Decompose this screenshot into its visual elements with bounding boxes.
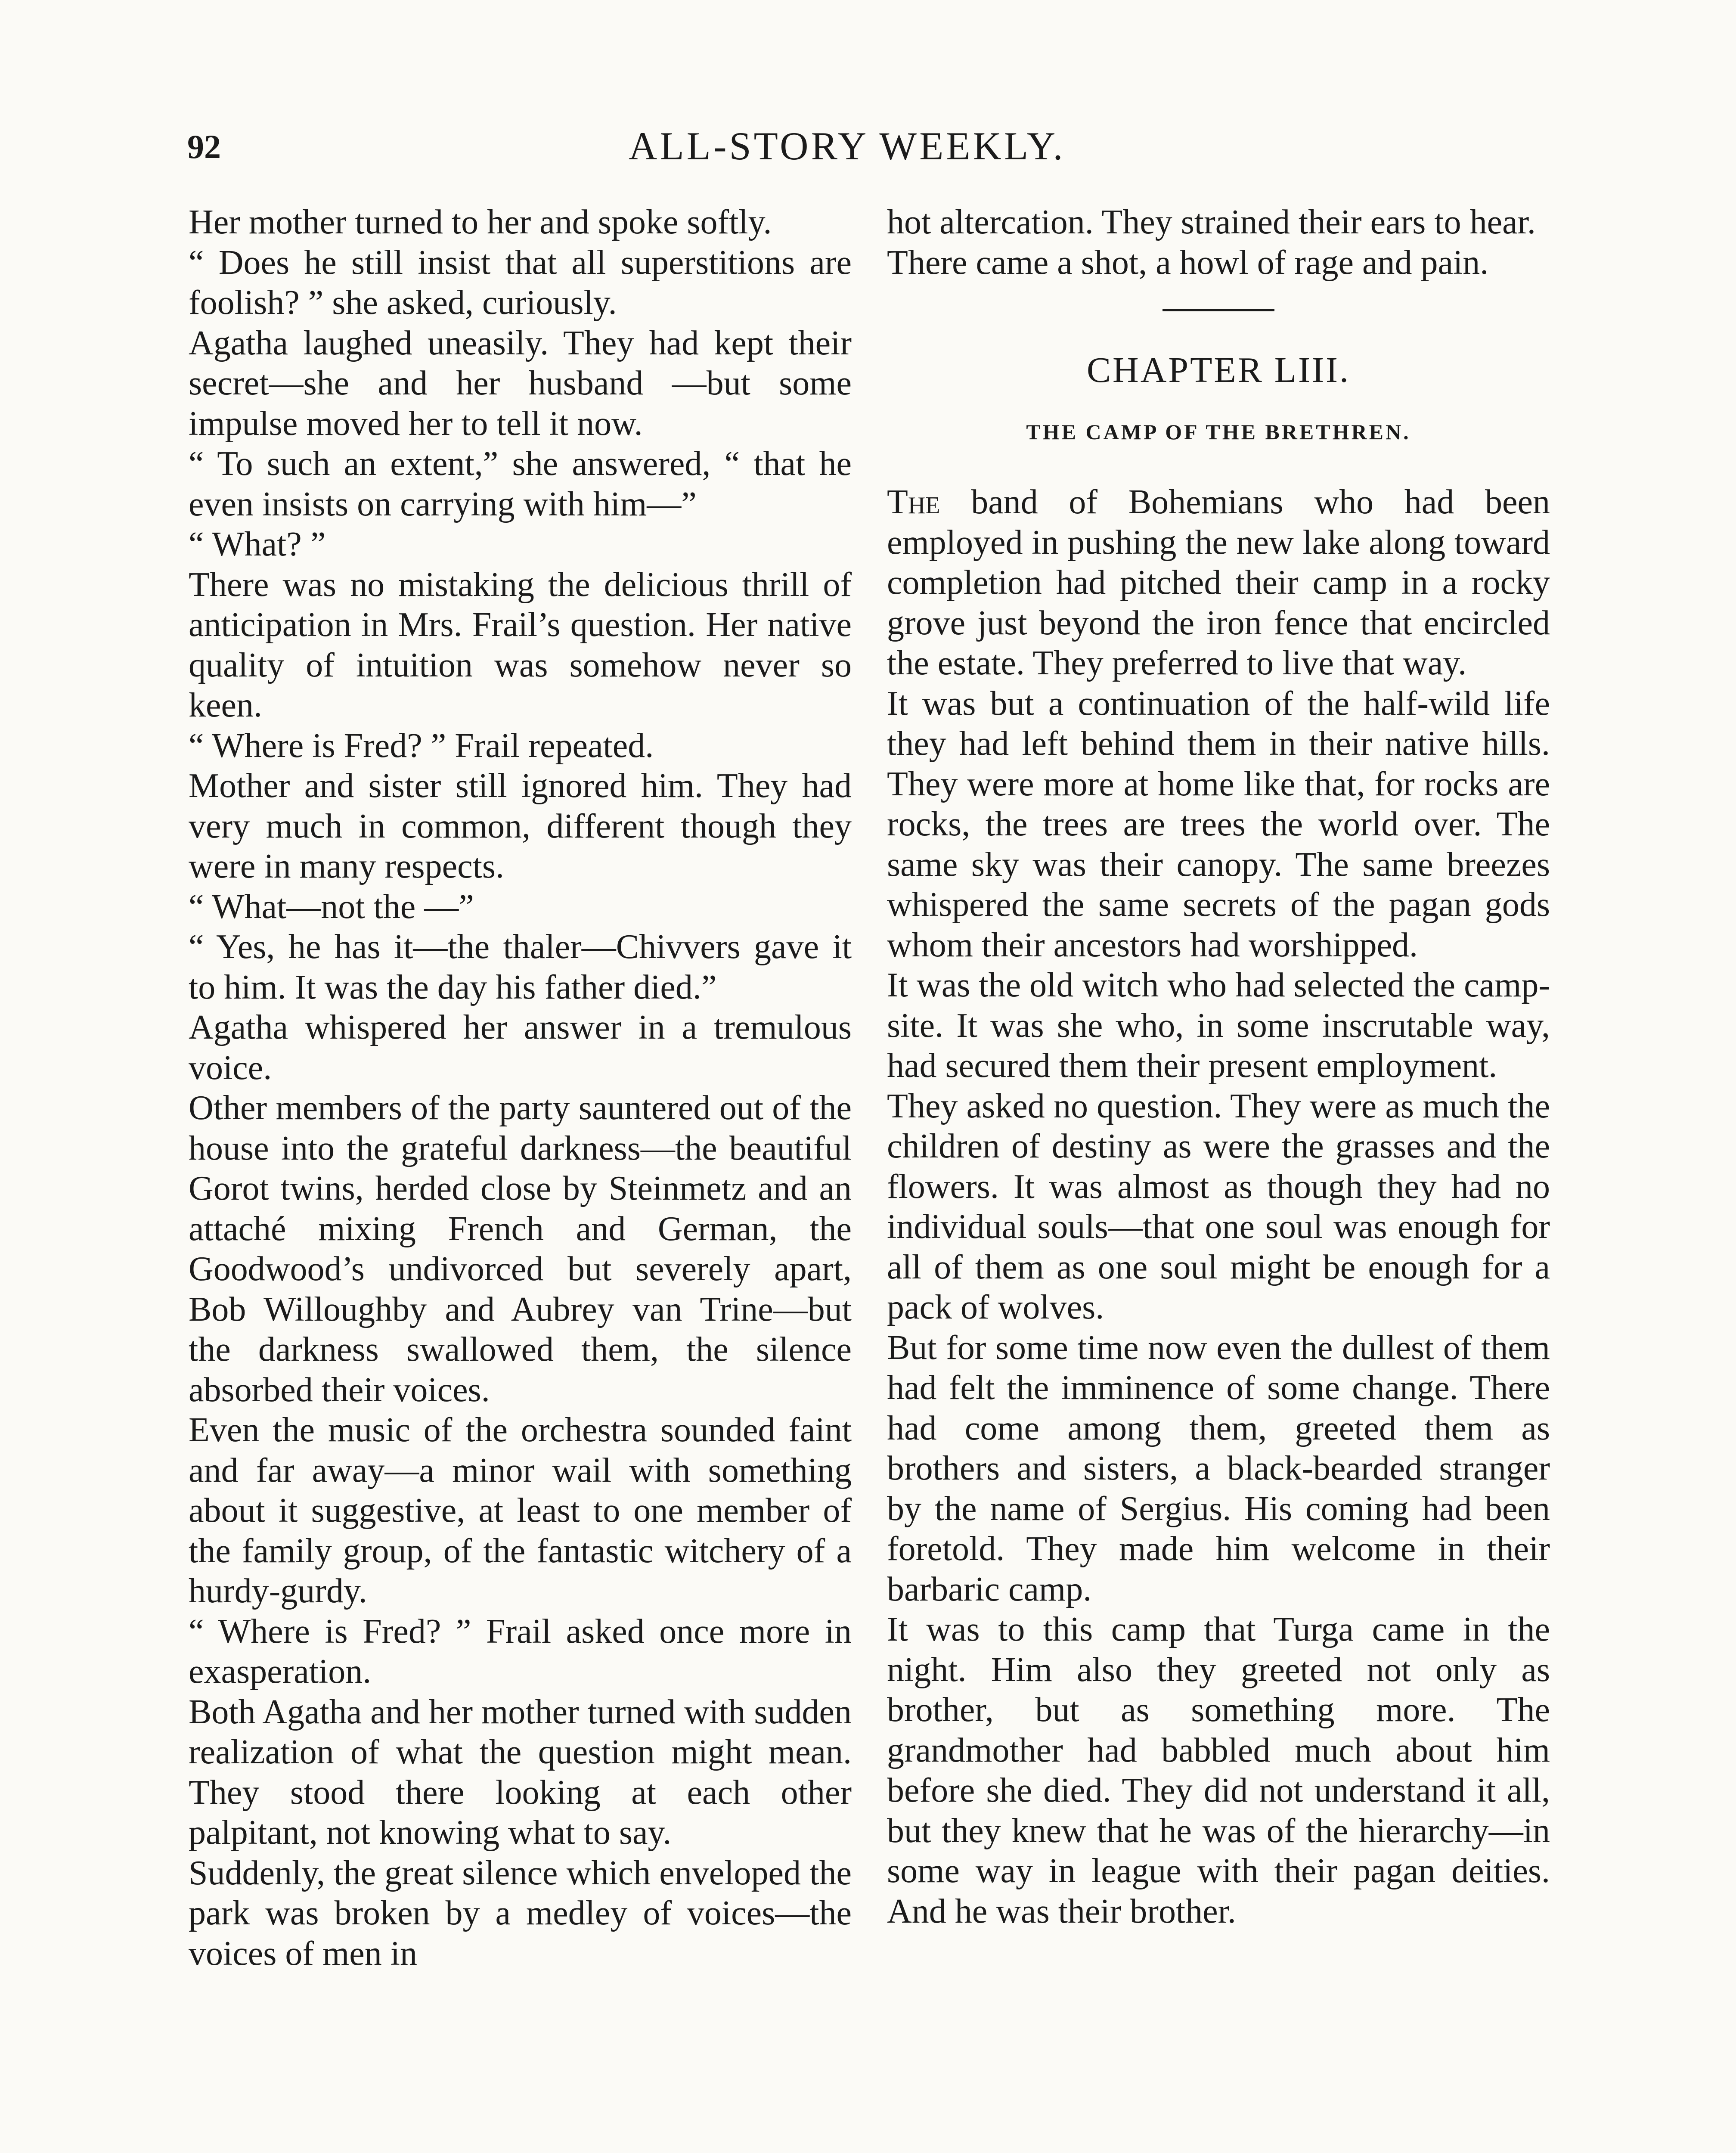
paragraph: Other members of the party sauntered out of the house into the grateful darkness—the beautiful Gorot twins, herded close by Steinmetz and an attaché mixing French and German, the Goodwood’s undivorced but severely apart, Bob Willoughby and Aubrey van Trine—but the darkness swallowed them, the silence absorbed their voices. (189, 1089, 852, 1409)
paragraph: “ What? ” (189, 525, 326, 563)
paragraph: Even the music of the orchestra sounded faint and far away—a minor wail with something about it suggestive, at least to one member of the family group, of the fantastic witchery of a hurdy-gurdy. (189, 1411, 852, 1610)
paragraph: Agatha laughed uneasily. They had kept their secret—she and her husband —but some impulse moved her to tell it now. (189, 324, 852, 443)
paragraph-text: band of Bohemians who had been employed in pushing the new lake along toward completion had pitched their camp in a rocky grove just beyond the iron fence that encircled the estate. They preferred to live that way. (887, 483, 1550, 682)
paragraph: There was no mistaking the delicious thrill of anticipation in Mrs. Frail’s question. Her native quality of intuition was somehow never so keen. (189, 565, 852, 724)
paragraph: It was to this camp that Turga came in the night. Him also they greeted not only as brother, but as something more. The grandmother had babbled much about him before she died. They did not understand it all, but they knew that he was of the hierarchy—in some way in league with their pagan deities. And he was their brother. (887, 1610, 1550, 1930)
paragraph: “ Yes, he has it—the thaler—Chivvers gave it to him. It was the day his father died.” (189, 928, 852, 1006)
paragraph: Her mother turned to her and spoke softly. (189, 203, 772, 241)
section-divider (1162, 309, 1274, 311)
left-column (189, 202, 852, 1974)
paragraph: “ To such an extent,” she answered, “ that he even insists on carrying with him—” (189, 445, 852, 523)
chapter-opening-paragraph (887, 482, 1550, 684)
paragraph: Mother and sister still ignored him. They had very much in common, different though they were in many respects. (189, 767, 852, 885)
paragraph: “ Where is Fred? ” Frail asked once more in exasperation. (189, 1612, 852, 1691)
chapter-heading: CHAPTER LIII. (1087, 350, 1350, 390)
paragraph: They asked no question. They were as much the children of destiny as were the grasses and the flowers. It was almost as though they had no individual souls—that one soul was enough for all of them as one soul might be enough for a pack of wolves. (887, 1087, 1550, 1326)
drop-lead-word: The (887, 483, 940, 521)
chapter-subtitle: THE CAMP OF THE BRETHREN. (1026, 419, 1411, 444)
page-number: 92 (187, 128, 221, 165)
paragraph: “ What—not the —” (189, 887, 474, 926)
paragraph: Both Agatha and her mother turned with sudden realization of what the question might mean. They stood there looking at each other palpitant, not knowing what to say. (189, 1693, 852, 1852)
paragraph: hot altercation. They strained their ears to hear. (887, 203, 1536, 241)
paragraph: Agatha whispered her answer in a tremulous voice. (189, 1008, 852, 1087)
paragraph: It was but a continuation of the half-wild life they had left behind them in their native hills. They were more at home like that, for rocks are rocks, the trees are trees the world over. The same sky was their canopy. The same breezes whispered the same secrets of the pagan gods whom their ancestors had worshipped. (887, 684, 1550, 964)
paragraph: It was the old witch who had selected the camp-site. It was she who, in some inscrutable way, had secured them their present employment. (887, 966, 1550, 1085)
paragraph: “ Does he still insist that all superstitions are foolish? ” she asked, curiously. (189, 243, 852, 322)
paragraph: But for some time now even the dullest of them had felt the imminence of some change. There had come among them, greeted them as brothers and sisters, a black-bearded stranger by the name of Sergius. His coming had been foretold. They made him welcome in their barbaric camp. (887, 1328, 1550, 1608)
paragraph: Suddenly, the great silence which enveloped the park was broken by a medley of voices—the voices of men in (189, 1854, 852, 1973)
running-title: ALL-STORY WEEKLY. (629, 124, 1066, 168)
paragraph: There came a shot, a howl of rage and pain. (887, 243, 1489, 282)
right-column (887, 202, 1550, 1932)
paragraph: “ Where is Fred? ” Frail repeated. (189, 726, 654, 765)
